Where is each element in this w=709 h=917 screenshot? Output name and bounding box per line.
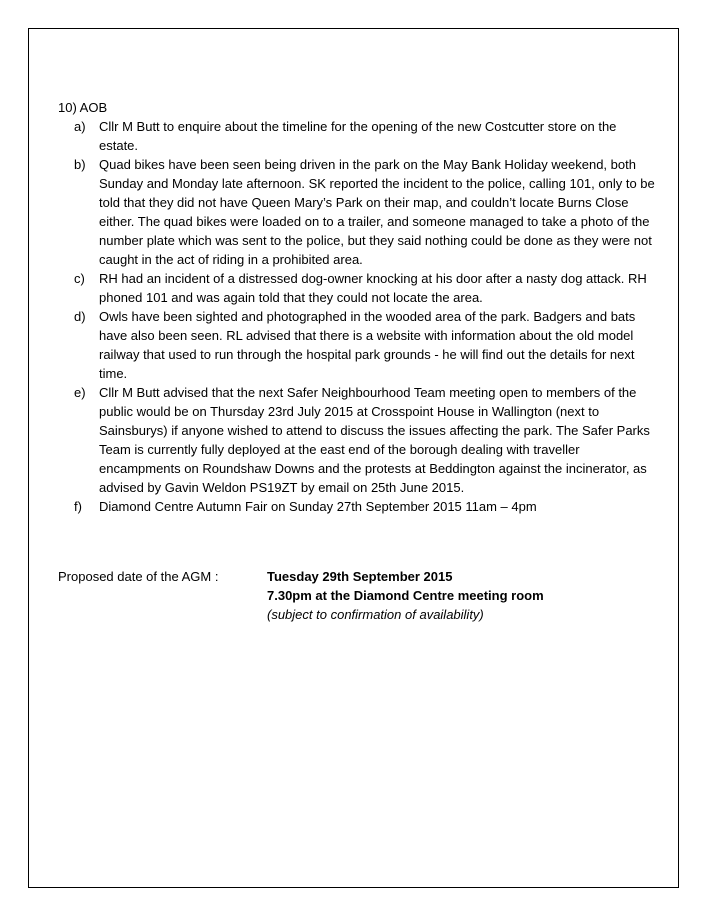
list-item-text: Quad bikes have been seen being driven in the park on the May Bank Holiday weekend, both Sunday and Monday late afternoon. SK reported the incident to the police, calling 101, only to be told that they did not have Queen Mary’s Park on their map, and couldn’t locate Burns Close either. The quad bikes were loaded on to a trailer, and someone managed to take a photo of the number plate which was sent to the police, but they said nothing could be done as they were not caught in the act of riding in a prohibited area. (99, 157, 655, 267)
list-marker: a) (74, 119, 86, 134)
agm-date: Tuesday 29th September 2015 (267, 569, 453, 584)
list-item (58, 117, 658, 155)
list-item (58, 155, 658, 269)
list-item-text: Diamond Centre Autumn Fair on Sunday 27th September 2015 11am – 4pm (99, 499, 537, 514)
list-item-text: Cllr M Butt advised that the next Safer Neighbourhood Team meeting open to members of the public would be on Thursday 23rd July 2015 at Crosspoint House in Wallington (next to Sainsburys) if anyone wished to attend to discuss the issues affecting the park. The Safer Parks Team is currently fully deployed at the east end of the borough dealing with traveller encampments on Roundshaw Downs and the protests at Beddington against the incinerator, as advised by Gavin Weldon PS19ZT by email on 25th June 2015. (99, 385, 650, 495)
list-item (58, 383, 658, 497)
list-item-text: Owls have been sighted and photographed in the wooded area of the park. Badgers and bats have also been seen. RL advised that there is a website with information about the old model railway that used to run through the hospital park grounds - he will find out the details for next time. (99, 309, 636, 381)
list-marker: f) (74, 499, 82, 514)
list-item (58, 269, 658, 307)
agm-details (267, 567, 544, 624)
section-heading: 10) AOB (58, 100, 108, 115)
list-marker: c) (74, 271, 85, 286)
agm-label: Proposed date of the AGM : (58, 569, 219, 584)
list-item-text: RH had an incident of a distressed dog-owner knocking at his door after a nasty dog attack. RH phoned 101 and was again told that they could not locate the area. (99, 271, 647, 305)
list-marker: d) (74, 309, 86, 324)
list-item-text: Cllr M Butt to enquire about the timeline for the opening of the new Costcutter store on the estate. (99, 119, 617, 153)
list-marker: b) (74, 157, 86, 172)
agm-venue: 7.30pm at the Diamond Centre meeting room (267, 588, 544, 603)
list-item (58, 497, 658, 516)
list-item (58, 307, 658, 383)
aob-list (58, 117, 658, 516)
aob-section (58, 98, 658, 516)
agm-note: (subject to confirmation of availability) (267, 607, 484, 622)
list-marker: e) (74, 385, 86, 400)
